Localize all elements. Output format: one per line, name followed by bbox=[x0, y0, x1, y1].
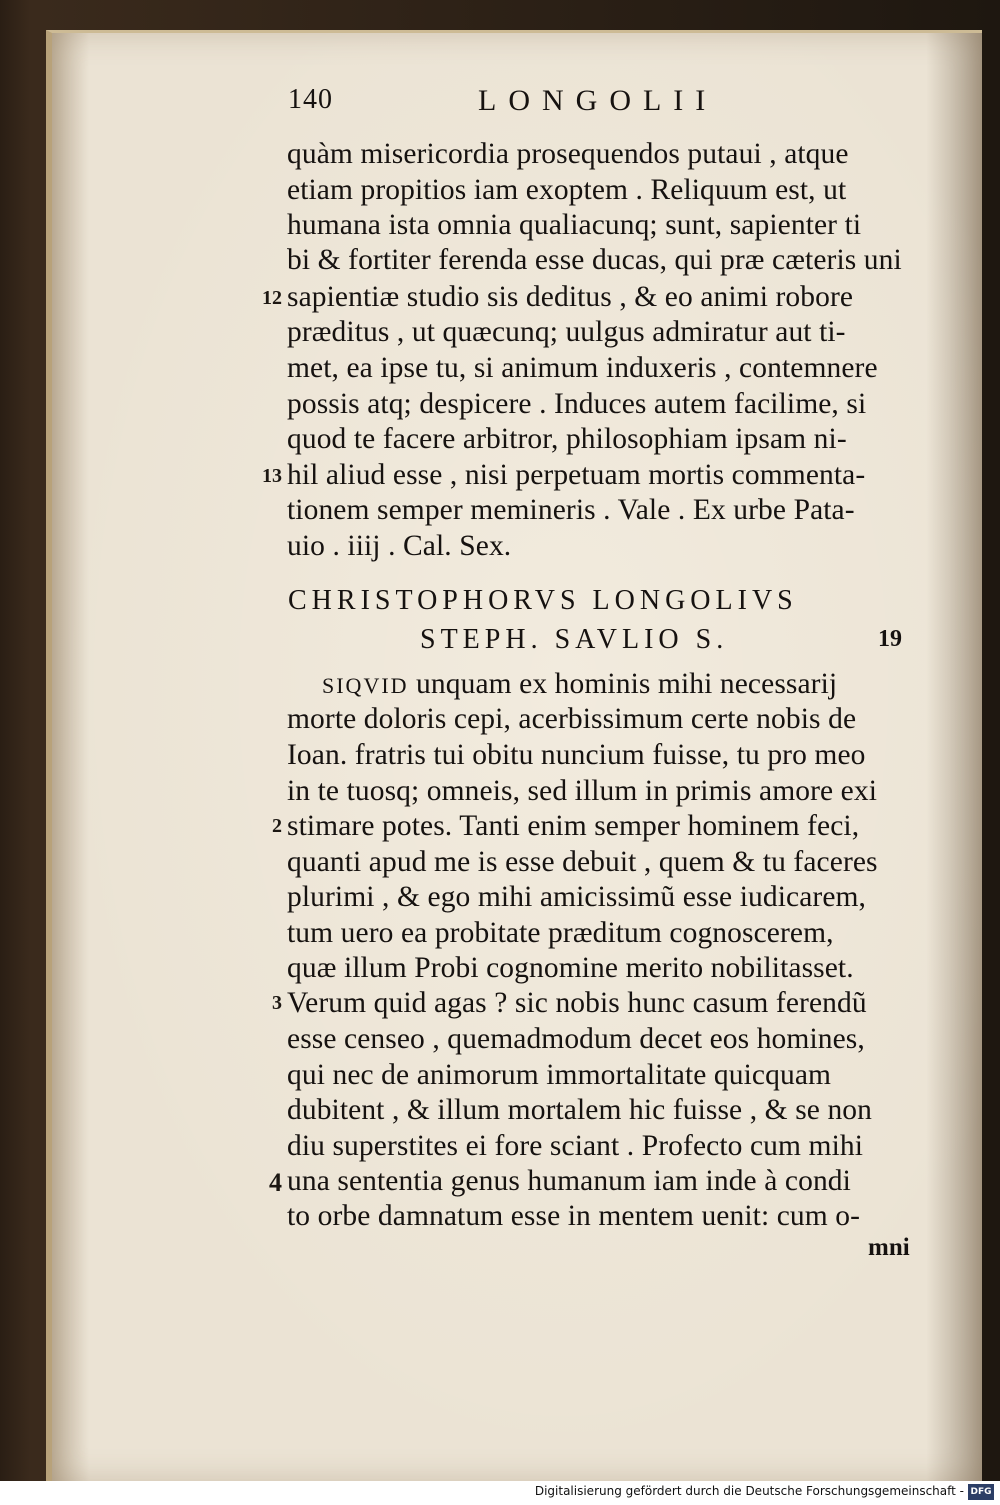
margin-number: 13 bbox=[262, 465, 282, 487]
text-line: quàm misericordia prosequendos putaui , atque bbox=[287, 138, 849, 170]
text-line: una sententia genus humanum iam inde à condi bbox=[287, 1165, 851, 1197]
text-line: etiam propitios iam exoptem . Reliquum est, ut bbox=[287, 174, 847, 206]
heading-line-1: CHRISTOPHORVS LONGOLIVS bbox=[288, 585, 798, 616]
text-line-first bbox=[322, 668, 932, 701]
margin-number: 12 bbox=[262, 287, 282, 309]
margin-number: 2 bbox=[272, 815, 282, 837]
text-line: tum uero ea probitate præditum cognoscerem, bbox=[287, 917, 834, 949]
text-line: in te tuosq; omneis, sed illum in primis amore exi bbox=[287, 775, 878, 807]
text-line: met, ea ipse tu, si animum induxeris , contemnere bbox=[287, 352, 878, 384]
text-line: hil aliud esse , nisi perpetuam mortis commenta- bbox=[287, 459, 866, 491]
text-line: qui nec de animorum immortalitate quicquam bbox=[287, 1059, 832, 1091]
text-line: possis atq; despicere . Induces autem facilime, si bbox=[287, 388, 867, 420]
heading-line-2: STEPH. SAVLIO S. bbox=[420, 624, 729, 655]
running-title: LONGOLII bbox=[478, 84, 718, 117]
text-line: plurimi , & ego mihi amicissimũ esse iudicarem, bbox=[287, 881, 867, 913]
margin-number: 4 bbox=[269, 1168, 282, 1197]
initial-caps: SIQVID bbox=[322, 673, 409, 698]
text-line: diu superstites ei fore sciant . Profecto cum mihi bbox=[287, 1130, 864, 1162]
letter-number: 19 bbox=[878, 626, 902, 652]
text-line: bi & fortiter ferenda esse ducas, qui præ cæteris uni bbox=[287, 244, 902, 276]
text-line: esse censeo , quemadmodum decet eos homines, bbox=[287, 1023, 865, 1055]
text-line: tionem semper memineris . Vale . Ex urbe Pata- bbox=[287, 494, 855, 526]
dfg-logo: DFG bbox=[968, 1484, 994, 1500]
running-head bbox=[288, 84, 928, 126]
catchword: mni bbox=[868, 1234, 910, 1261]
funding-notice: Digitalisierung gefördert durch die Deutsche Forschungsgemeinschaft - bbox=[534, 1484, 964, 1498]
text-line: quanti apud me is esse debuit , quem & tu faceres bbox=[287, 846, 878, 878]
text-line: quæ illum Probi cognomine merito nobilitasset. bbox=[287, 952, 854, 984]
text-line: Ioan. fratris tui obitu nuncium fuisse, tu pro meo bbox=[287, 739, 866, 771]
text-line-rest: unquam ex hominis mihi necessarij bbox=[416, 668, 838, 700]
text-line: to orbe damnatum esse in mentem uenit: cum o- bbox=[287, 1200, 861, 1232]
text-line: dubitent , & illum mortalem hic fuisse , & se non bbox=[287, 1094, 872, 1126]
text-line: uio . iiij . Cal. Sex. bbox=[287, 530, 512, 562]
text-line: sapientiæ studio sis deditus , & eo animi robore bbox=[287, 281, 854, 313]
page-number: 140 bbox=[288, 84, 333, 115]
text-line: stimare potes. Tanti enim semper hominem feci, bbox=[287, 810, 860, 842]
margin-number: 3 bbox=[272, 992, 282, 1014]
text-line: quod te facere arbitror, philosophiam ipsam ni- bbox=[287, 423, 847, 455]
text-line: Verum quid agas ? sic nobis hunc casum ferendũ bbox=[287, 987, 867, 1019]
text-line: humana ista omnia qualiacunq; sunt, sapienter ti bbox=[287, 209, 862, 241]
text-line: præditus , ut quæcunq; uulgus admiratur aut ti- bbox=[287, 316, 846, 348]
digitization-footer bbox=[0, 1481, 1000, 1505]
text-line: morte doloris cepi, acerbissimum certe nobis de bbox=[287, 703, 857, 735]
